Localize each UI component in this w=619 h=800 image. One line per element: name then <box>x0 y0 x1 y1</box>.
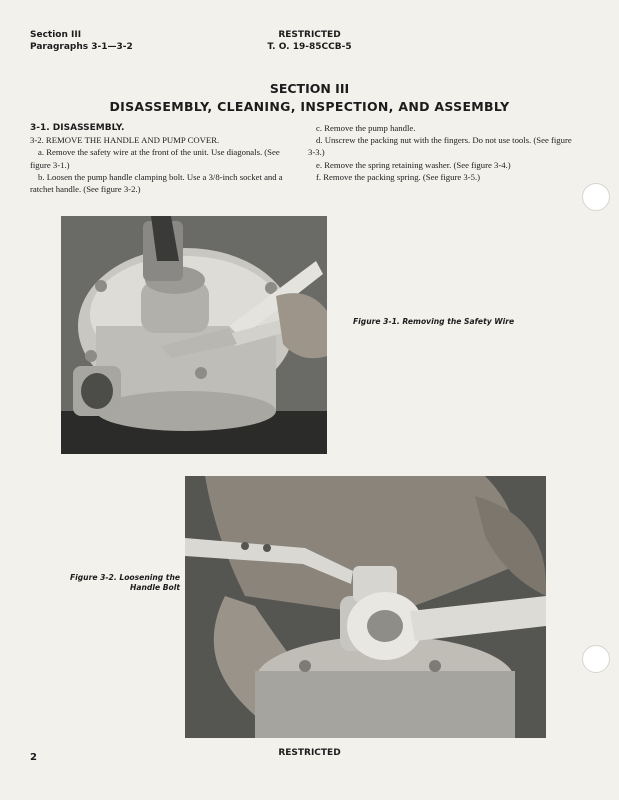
paragraph-heading-disassembly: 3-1. DISASSEMBLY. <box>30 123 125 133</box>
header-paragraphs: Paragraphs 3-1—3-2 <box>30 42 133 52</box>
right-text-column <box>308 122 578 183</box>
header-to-number: T. O. 19-85CCB-5 <box>267 42 352 52</box>
section-subtitle: DISASSEMBLY, CLEANING, INSPECTION, AND ASSEMBLY <box>109 99 510 114</box>
figure-3-2-caption-line1: Figure 3-2. Loosening the <box>69 573 180 582</box>
step-e: e. Remove the spring retaining washer. (See figure 3-4.) <box>316 159 511 170</box>
header-section: Section III <box>30 30 82 40</box>
figure-3-2-photo <box>185 476 546 738</box>
handle-bolt-photo-illustration <box>185 476 546 738</box>
figure-3-1-caption: Figure 3-1. Removing the Safety Wire <box>353 317 515 326</box>
figure-3-2-caption <box>40 573 180 593</box>
step-b: b. Loosen the pump handle clamping bolt. Use a 3/8-inch socket and a ratchet handle. (See figure 3-2.) <box>30 171 283 195</box>
binder-hole-top <box>582 183 610 211</box>
step-c: c. Remove the pump handle. <box>316 123 416 133</box>
step-a: a. Remove the safety wire at the front of the unit. Use diagonals. (See figure 3-1.) <box>30 147 280 170</box>
step-f: f. Remove the packing spring. (See figure 3-5.) <box>316 171 481 182</box>
safety-wire-photo-illustration <box>61 216 327 454</box>
footer-classification: RESTRICTED <box>278 748 341 758</box>
section-title: SECTION III <box>269 81 350 96</box>
left-text-column <box>30 122 300 195</box>
binder-hole-bottom <box>582 645 610 673</box>
figure-3-1-photo <box>61 216 327 454</box>
header-classification: RESTRICTED <box>278 30 341 40</box>
running-header-center <box>0 29 619 53</box>
figure-3-2-caption-line2: Handle Bolt <box>130 583 180 592</box>
step-d: d. Unscrew the packing nut with the fingers. Do not use tools. (See figure 3-3.) <box>308 135 572 158</box>
step-heading-remove-handle: 3-2. REMOVE THE HANDLE AND PUMP COVER. <box>30 135 220 146</box>
page-number: 2 <box>30 752 37 763</box>
